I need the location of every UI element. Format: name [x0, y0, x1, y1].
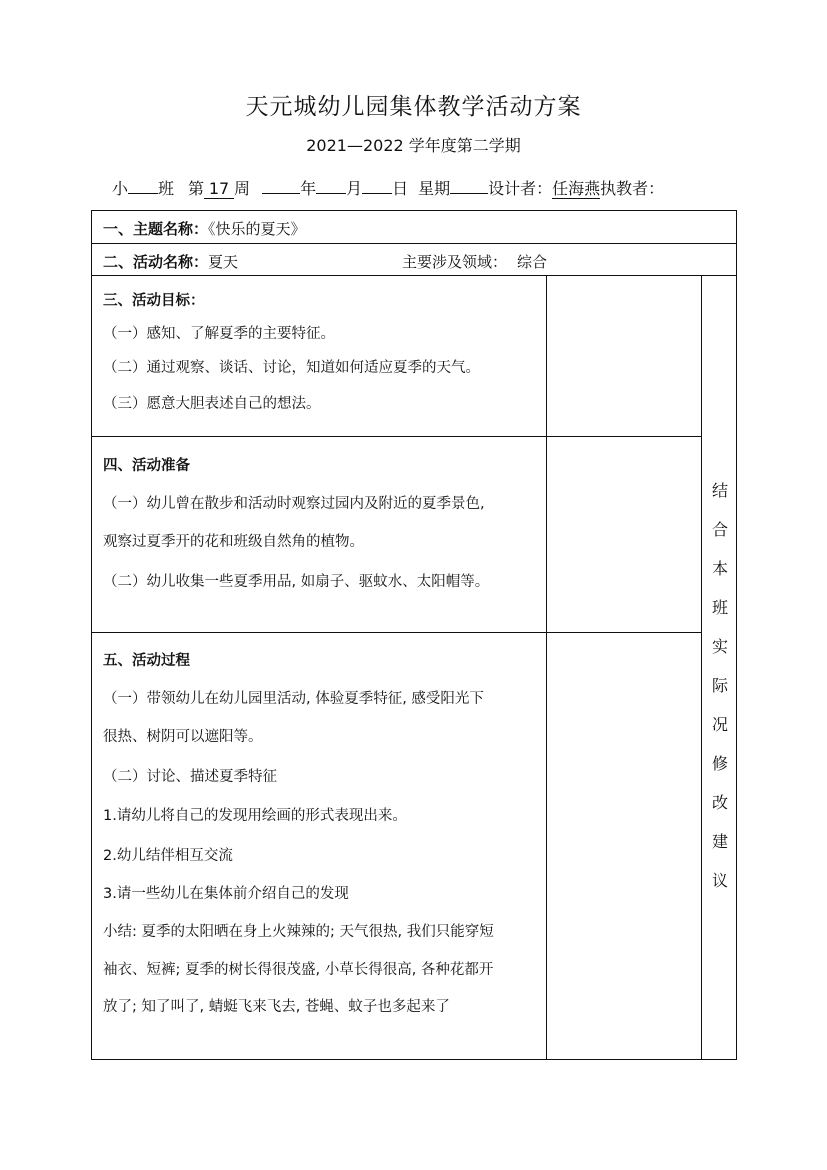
process-line: 2.幼儿结伴相互交流: [103, 848, 233, 864]
row-divider: [92, 243, 736, 244]
goal-item: （三）愿意大胆表述自己的想法。: [103, 396, 321, 412]
prep-heading: 四、活动准备: [103, 458, 190, 474]
activity-label: 二、活动名称：: [103, 253, 209, 271]
side-char: 改: [711, 793, 728, 812]
weekday-blank: [450, 192, 488, 194]
domain-value: 综合: [517, 253, 548, 271]
prep-line: （一）幼儿曾在散步和活动时观察过园内及附近的夏季景色,: [103, 496, 485, 512]
side-char: 实: [711, 637, 728, 656]
prep-line: （二）幼儿收集一些夏季用品, 如扇子、驱蚊水、太阳帽等。: [103, 574, 490, 590]
side-char: 本: [711, 559, 728, 578]
goals-heading: 三、活动目标：: [103, 293, 205, 309]
class-info-line: [112, 176, 822, 199]
term-subtitle: 2021—2022 学年度第二学期: [306, 136, 521, 155]
column-divider: [546, 275, 547, 1059]
class-blank: [128, 192, 158, 194]
theme-row: [103, 221, 306, 237]
theme-value: 《快乐的夏天》: [208, 220, 306, 238]
side-char: 班: [711, 598, 728, 617]
goal-item: （一）感知、了解夏季的主要特征。: [103, 326, 335, 342]
side-char: 议: [711, 871, 728, 890]
process-line: 很热、树阴可以遮阳等。: [103, 729, 263, 745]
lesson-plan-table: [91, 210, 737, 1060]
revision-notes-column: [703, 471, 737, 900]
side-char: 结: [711, 481, 728, 500]
year-label: 年: [300, 179, 317, 198]
process-line: （二）讨论、描述夏季特征: [103, 769, 277, 785]
week-value: 17: [204, 181, 234, 199]
process-line: 小结: 夏季的太阳晒在身上火辣辣的; 天气很热, 我们只能穿短: [103, 924, 494, 940]
row-divider: [546, 436, 701, 437]
row-divider: [92, 632, 546, 633]
day-label: 日: [392, 179, 409, 198]
activity-value: 夏天: [208, 253, 239, 271]
process-line: 放了; 知了叫了, 蜻蜓飞来飞去, 苍蝇、蚊子也多起来了: [103, 999, 450, 1015]
goal-item: （二）通过观察、谈话、讨论，知道如何适应夏季的天气。: [103, 360, 480, 376]
side-char: 际: [711, 676, 728, 695]
theme-label: 一、主题名称：: [103, 220, 209, 238]
row-divider: [92, 275, 736, 276]
month-label: 月: [346, 179, 363, 198]
month-blank: [316, 192, 346, 194]
process-heading: 五、活动过程: [103, 653, 190, 669]
process-line: 3.请一些幼儿在集体前介绍自己的发现: [103, 886, 349, 902]
side-char: 修: [711, 754, 728, 773]
prep-line: 观察过夏季开的花和班级自然角的植物。: [103, 534, 364, 550]
year-blank: [262, 192, 300, 194]
designer-name: 任海燕: [552, 179, 601, 198]
process-line: 袖衣、短裤; 夏季的树长得很茂盛, 小草长得很高, 各种花都开: [103, 962, 494, 978]
activity-row: [103, 254, 238, 270]
domain-label: 主要涉及领域：: [402, 253, 508, 271]
column-divider: [701, 275, 702, 1059]
process-line: （一）带领幼儿在幼儿园里活动, 体验夏季特征, 感受阳光下: [103, 691, 484, 707]
week-suffix: 周: [234, 179, 251, 198]
domain-row: [402, 254, 547, 270]
side-char: 建: [711, 832, 728, 851]
teacher-label: 执教者：: [600, 179, 665, 198]
side-char: 合: [711, 520, 728, 539]
side-char: 况: [711, 715, 728, 734]
row-divider: [546, 632, 701, 633]
process-line: 1.请幼儿将自己的发现用绘画的形式表现出来。: [103, 808, 407, 824]
week-prefix: 第: [188, 179, 205, 198]
day-blank: [362, 192, 392, 194]
class-suffix: 班: [158, 179, 175, 198]
page-title: 天元城幼儿园集体教学活动方案: [245, 94, 582, 120]
weekday-label: 星期: [418, 179, 451, 198]
class-value: 小: [112, 179, 129, 198]
designer-label: 设计者：: [488, 179, 553, 198]
row-divider: [92, 436, 546, 437]
